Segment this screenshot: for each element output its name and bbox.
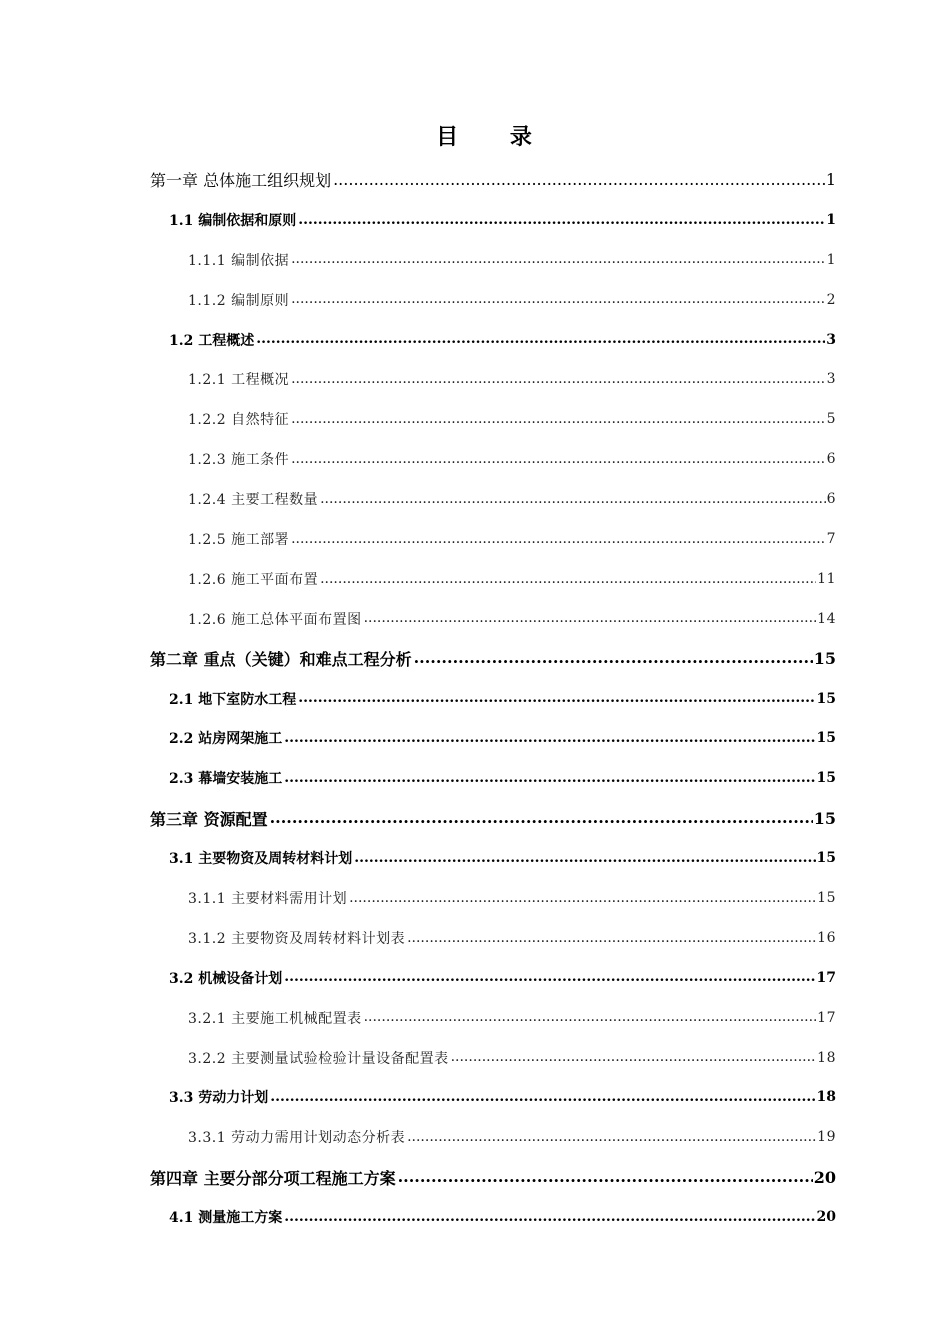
toc-dot-leader [284, 1209, 815, 1226]
toc-page-number: 15 [816, 850, 836, 867]
toc-page-number: 1 [826, 251, 836, 268]
toc-entry-sub[interactable] [0, 1038, 836, 1078]
toc-entry-text: 1.2.4 主要工程数量 [188, 489, 319, 509]
toc-entry-text: 第三章 资源配置 [150, 807, 269, 830]
toc-entry-text: 1.2.5 施工部署 [188, 529, 290, 549]
toc-page-number: 3 [826, 371, 836, 388]
toc-dot-leader [364, 1009, 817, 1026]
toc-dot-leader [291, 251, 826, 268]
toc-page-number: 15 [813, 649, 836, 669]
toc-entry-text: 3.2.2 主要测量试验检验计量设备配置表 [188, 1048, 450, 1068]
toc-entry-text: 第二章 重点（关键）和难点工程分析 [150, 647, 413, 670]
toc-dot-leader [291, 531, 826, 548]
toc-entry-chapter[interactable] [0, 160, 836, 200]
toc-dot-leader [284, 730, 815, 747]
toc-page-number: 15 [817, 889, 836, 906]
toc-page-number: 15 [816, 770, 836, 787]
toc-page-number: 18 [817, 1049, 836, 1066]
toc-entry-sub[interactable] [0, 559, 836, 599]
toc-dot-leader [414, 649, 813, 668]
toc-dot-leader [333, 170, 825, 189]
toc-entry-sub[interactable] [0, 998, 836, 1038]
toc-dot-leader [451, 1049, 817, 1066]
toc-entry-sub[interactable] [0, 359, 836, 399]
toc-dot-leader [298, 211, 825, 228]
toc-entry-text: 1.2.3 施工条件 [188, 449, 290, 469]
toc-entry-sub[interactable] [0, 918, 836, 958]
toc-page-number: 7 [826, 530, 836, 547]
toc-page-number: 1 [825, 170, 836, 190]
toc-page-number: 11 [817, 570, 836, 587]
toc-entry-sub[interactable] [0, 399, 836, 439]
toc-entry-chapter[interactable] [0, 798, 836, 838]
toc-dot-leader [256, 331, 825, 348]
toc-entry-section[interactable] [0, 718, 836, 758]
toc-entry-text: 1.2.6 施工平面布置 [188, 569, 319, 589]
toc-entry-sub[interactable] [0, 479, 836, 519]
toc-dot-leader [364, 610, 817, 627]
toc-dot-leader [298, 690, 815, 707]
toc-dot-leader [291, 291, 826, 308]
toc-entry-text: 1.2.2 自然特征 [188, 409, 290, 429]
toc-dot-leader [349, 890, 816, 907]
toc-entry-text: 1.2.1 工程概况 [188, 369, 290, 389]
toc-page-number: 17 [816, 969, 836, 986]
toc-dot-leader [291, 371, 826, 388]
toc-page-number: 20 [813, 1167, 836, 1187]
toc-dot-leader [407, 929, 816, 946]
toc-entry-sub[interactable] [0, 1117, 836, 1157]
toc-entry-text: 1.1.2 编制原则 [188, 290, 290, 310]
toc-page-number: 20 [816, 1209, 836, 1226]
toc-entry-section[interactable] [0, 1197, 836, 1237]
toc-dot-leader [320, 570, 816, 587]
toc-entry-text: 3.2.1 主要施工机械配置表 [188, 1008, 363, 1028]
toc-entry-section[interactable] [0, 958, 836, 998]
toc-dot-leader [354, 850, 815, 867]
toc-entry-text: 2.1 地下室防水工程 [169, 689, 297, 709]
toc-page-number: 1 [826, 211, 836, 228]
toc-entry-text: 3.3.1 劳动力需用计划动态分析表 [188, 1127, 406, 1147]
toc-dot-leader [398, 1168, 813, 1187]
toc-page-number: 5 [826, 411, 836, 428]
toc-page-number: 6 [826, 491, 836, 508]
toc-entry-text: 2.3 幕墙安装施工 [169, 768, 283, 788]
toc-entry-text: 4.1 测量施工方案 [169, 1207, 283, 1227]
toc-entry-text: 3.1.1 主要材料需用计划 [188, 888, 348, 908]
toc-entry-text: 第四章 主要分部分项工程施工方案 [150, 1166, 397, 1189]
toc-dot-leader [270, 809, 813, 828]
toc-page-number: 14 [817, 610, 836, 627]
toc-page-number: 15 [816, 690, 836, 707]
toc-entry-section[interactable] [0, 1077, 836, 1117]
toc-entry-text: 1.2 工程概述 [169, 330, 255, 350]
toc-page-number: 17 [817, 1009, 836, 1026]
toc-entry-text: 1.2.6 施工总体平面布置图 [188, 609, 363, 629]
toc-page-number: 19 [817, 1129, 836, 1146]
toc-entry-chapter[interactable] [0, 1157, 836, 1197]
toc-entry-section[interactable] [0, 758, 836, 798]
toc-entry-text: 1.1 编制依据和原则 [169, 210, 297, 230]
toc-dot-leader [407, 1129, 816, 1146]
toc-page-number: 2 [826, 291, 836, 308]
toc-list [0, 160, 950, 1237]
toc-entry-text: 3.1.2 主要物资及周转材料计划表 [188, 928, 406, 948]
toc-entry-section[interactable] [0, 679, 836, 719]
toc-entry-section[interactable] [0, 320, 836, 360]
toc-entry-sub[interactable] [0, 519, 836, 559]
toc-entry-text: 3.2 机械设备计划 [169, 968, 283, 988]
toc-page-number: 15 [816, 730, 836, 747]
toc-entry-sub[interactable] [0, 878, 836, 918]
toc-dot-leader [291, 451, 826, 468]
toc-entry-sub[interactable] [0, 599, 836, 639]
toc-dot-leader [284, 969, 815, 986]
toc-page-number: 16 [817, 929, 836, 946]
toc-entry-text: 1.1.1 编制依据 [188, 250, 290, 270]
toc-entry-text: 3.1 主要物资及周转材料计划 [169, 848, 353, 868]
toc-entry-sub[interactable] [0, 439, 836, 479]
toc-dot-leader [320, 491, 826, 508]
toc-entry-text: 3.3 劳动力计划 [169, 1087, 269, 1107]
toc-entry-sub[interactable] [0, 280, 836, 320]
toc-dot-leader [284, 770, 815, 787]
toc-entry-text: 2.2 站房网架施工 [169, 728, 283, 748]
toc-page-number: 18 [816, 1089, 836, 1106]
toc-page-number: 15 [813, 808, 836, 828]
toc-entry-text: 第一章 总体施工组织规划 [150, 168, 332, 191]
toc-entry-section[interactable] [0, 838, 836, 878]
toc-entry-chapter[interactable] [0, 639, 836, 679]
toc-page-number: 3 [826, 331, 836, 348]
toc-title: 目 录 [436, 124, 554, 150]
toc-dot-leader [291, 411, 826, 428]
toc-dot-leader [270, 1089, 815, 1106]
toc-page-number: 6 [826, 451, 836, 468]
toc-entry-sub[interactable] [0, 240, 836, 280]
toc-entry-section[interactable] [0, 200, 836, 240]
